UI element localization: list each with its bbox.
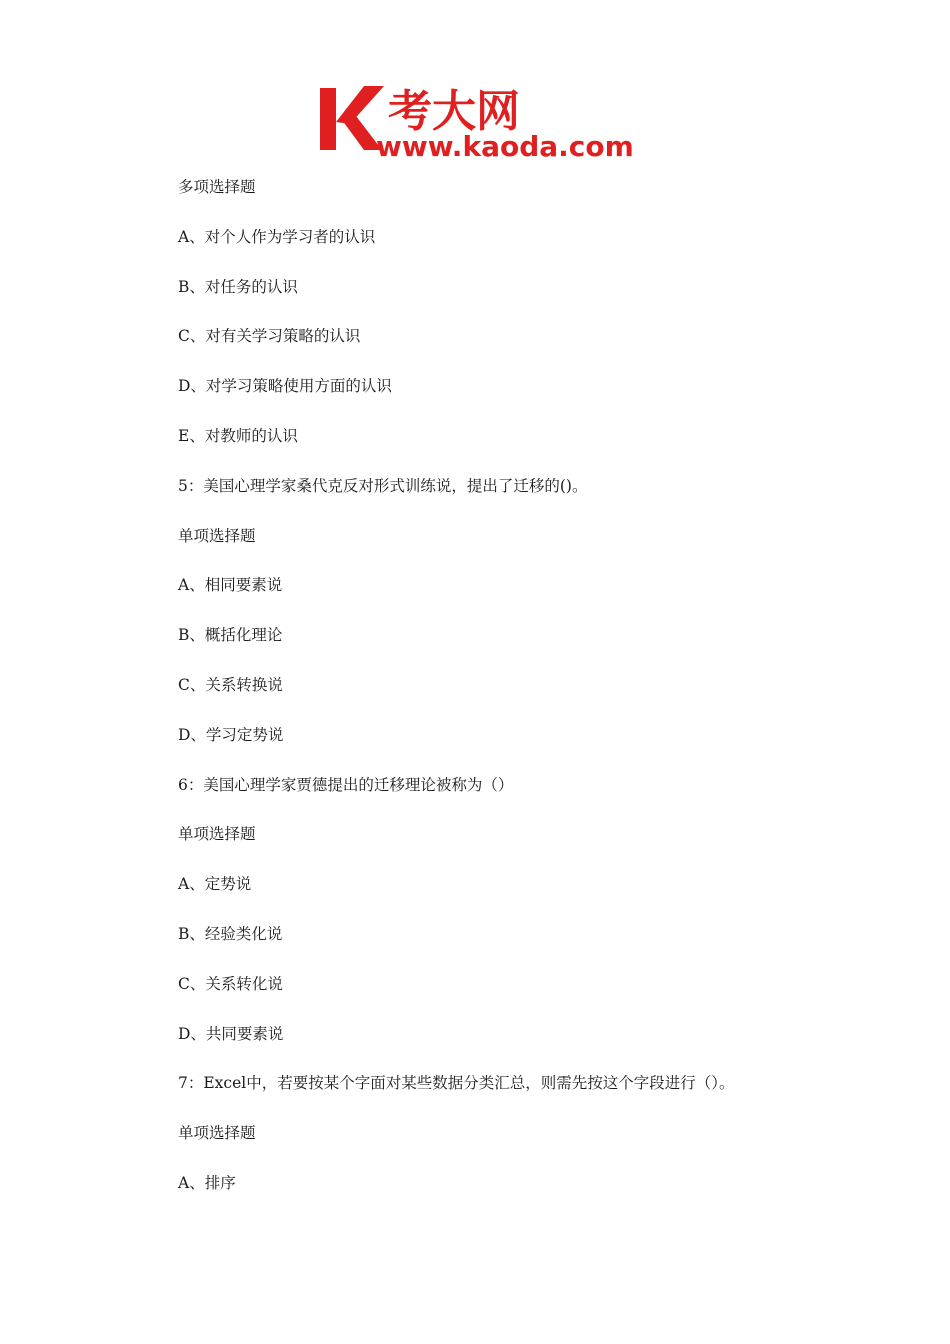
option-c: C、对有关学习策略的认识 (178, 327, 361, 346)
question-type-label: 单项选择题 (178, 825, 256, 844)
option-c: C、关系转换说 (178, 675, 283, 694)
option-a: A、相同要素说 (178, 576, 283, 595)
option-c: C、关系转化说 (178, 974, 283, 993)
question-5: 5：美国心理学家桑代克反对形式训练说，提出了迁移的()。 (178, 476, 588, 495)
kaoda-logo (318, 82, 638, 162)
question-6: 6：美国心理学家贾德提出的迁移理论被称为（） (178, 775, 514, 794)
option-d: D、对学习策略使用方面的认识 (178, 377, 392, 396)
question-type-label: 多项选择题 (178, 178, 256, 196)
k-mark-icon (320, 86, 384, 150)
option-d: D、共同要素说 (178, 1024, 284, 1043)
option-a: A、定势说 (178, 875, 252, 894)
option-d: D、学习定势说 (178, 725, 284, 744)
option-b: B、经验类化说 (178, 924, 283, 943)
question-7: 7：Excel中，若要按某个字面对某些数据分类汇总，则需先按这个字段进行（）。 (178, 1074, 735, 1093)
question-type-label: 单项选择题 (178, 526, 256, 545)
option-a: A、对个人作为学习者的认识 (178, 227, 376, 246)
logo-brand-cn: 考大网 (388, 86, 520, 137)
question-type-label: 单项选择题 (178, 1124, 256, 1143)
option-e: E、对教师的认识 (178, 426, 298, 445)
option-a: A、排序 (178, 1173, 236, 1192)
option-b: B、对任务的认识 (178, 277, 298, 296)
logo-url: www.kaoda.com (376, 130, 634, 162)
option-b: B、概括化理论 (178, 626, 283, 645)
question-content (178, 175, 878, 1221)
